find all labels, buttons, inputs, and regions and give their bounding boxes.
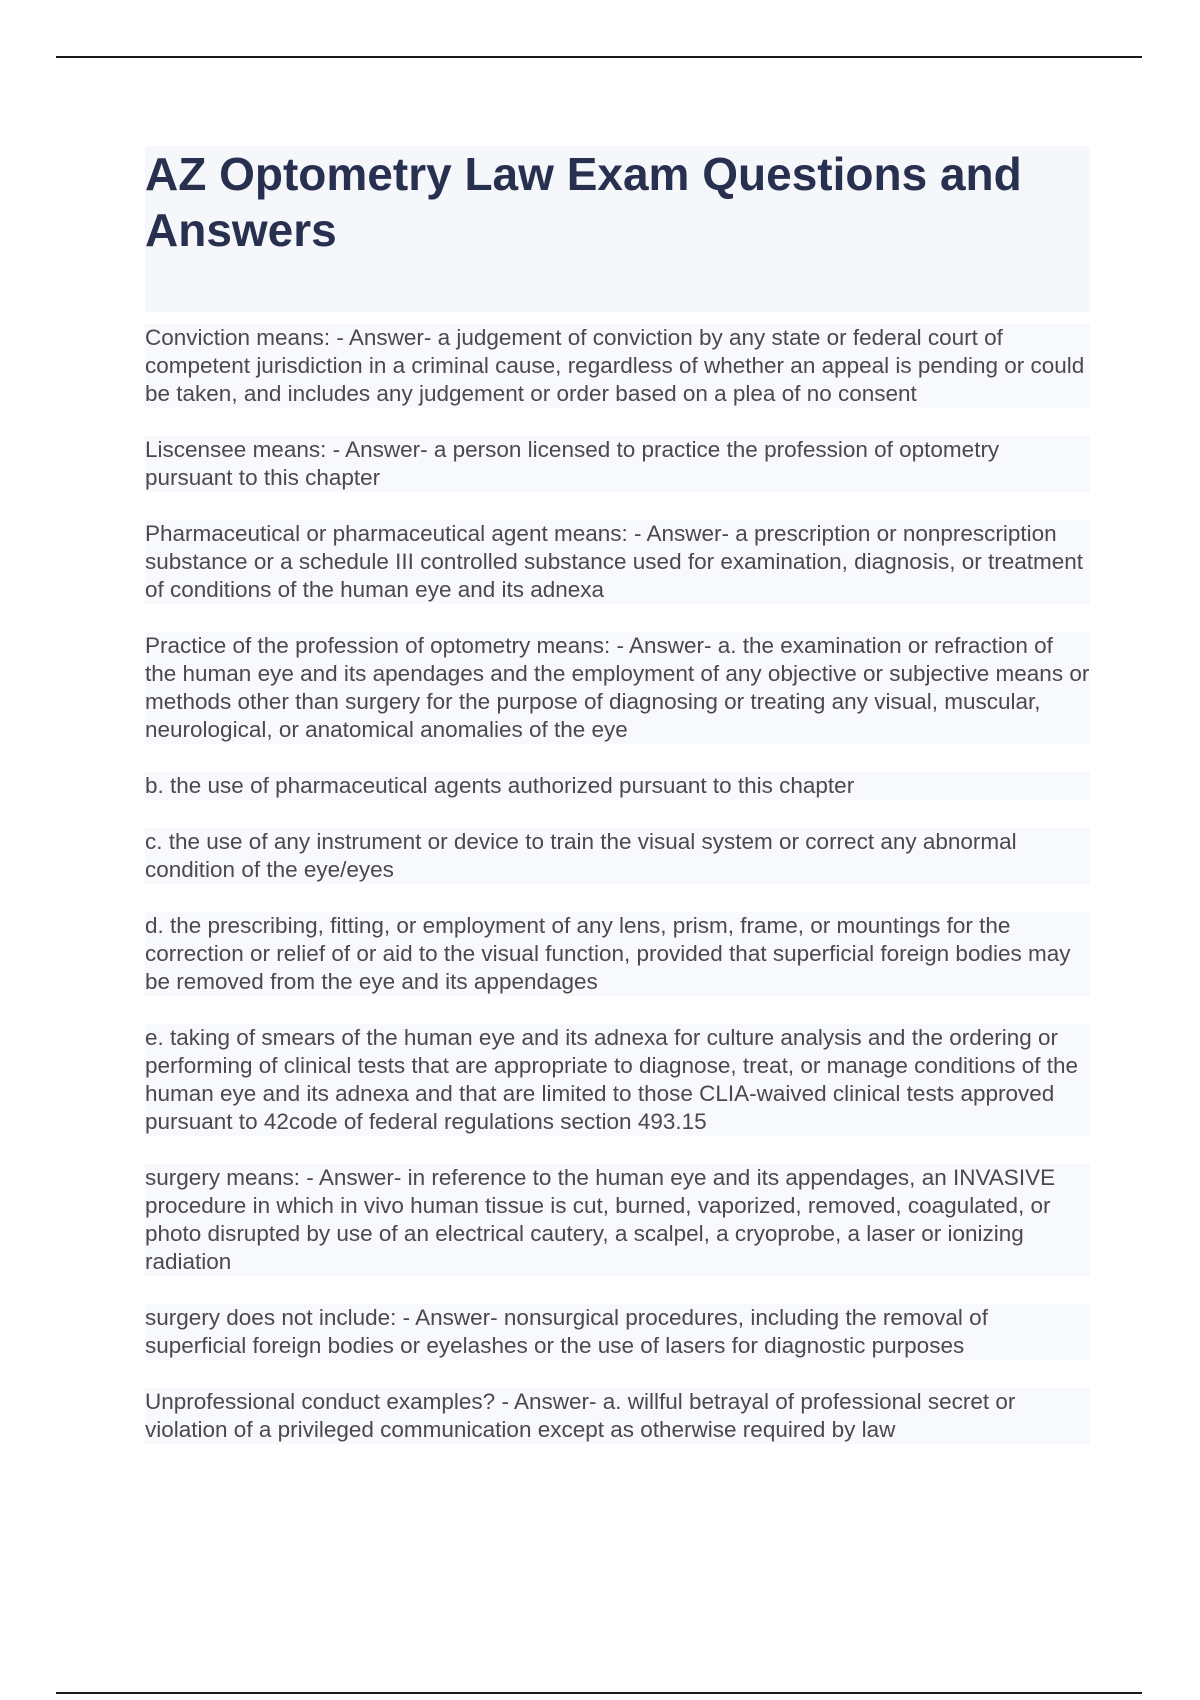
qa-entry-practice-b: b. the use of pharmaceutical agents authorized pursuant to this chapter [145, 772, 1090, 800]
qa-entry-unprofessional-conduct: Unprofessional conduct examples? - Answer- a. willful betrayal of professional secret or violation of a privileged communication except as otherwise required by law [145, 1388, 1090, 1444]
footer-divider [56, 1692, 1142, 1694]
title-block [145, 146, 1090, 312]
qa-list [145, 324, 1090, 1444]
qa-entry-surgery: surgery means: - Answer- in reference to the human eye and its appendages, an INVASIVE procedure in which in vivo human tissue is cut, burned, vaporized, removed, coagulated, or photo disrupted by use of an electrical cautery, a scalpel, a cryoprobe, a laser or ionizing radiation [145, 1164, 1090, 1276]
qa-entry-practice-e: e. taking of smears of the human eye and its adnexa for culture analysis and the ordering or performing of clinical tests that are appropriate to diagnose, treat, or manage conditions of the human eye and its adnexa and that are limited to those CLIA-waived clinical tests approved pursuant to 42code of federal regulations section 493.15 [145, 1024, 1090, 1136]
qa-entry-licensee: Liscensee means: - Answer- a person licensed to practice the profession of optometry pursuant to this chapter [145, 436, 1090, 492]
qa-entry-conviction: Conviction means: - Answer- a judgement of conviction by any state or federal court of competent jurisdiction in a criminal cause, regardless of whether an appeal is pending or could be taken, and includes any judgement or order based on a plea of no consent [145, 324, 1090, 408]
qa-entry-practice-d: d. the prescribing, fitting, or employment of any lens, prism, frame, or mountings for the correction or relief of or aid to the visual function, provided that superficial foreign bodies may be removed from the eye and its appendages [145, 912, 1090, 996]
qa-entry-practice-a: Practice of the profession of optometry means: - Answer- a. the examination or refraction of the human eye and its apendages and the employment of any objective or subjective means or methods other than surgery for the purpose of diagnosing or treating any visual, muscular, neurological, or anatomical anomalies of the eye [145, 633, 1090, 742]
document-title: AZ Optometry Law Exam Questions and Answers [145, 148, 1022, 256]
header-divider [56, 56, 1142, 58]
qa-entry-practice-c: c. the use of any instrument or device to train the visual system or correct any abnormal condition of the eye/eyes [145, 828, 1090, 884]
document-body [145, 146, 1090, 1472]
qa-entry-pharmaceutical: Pharmaceutical or pharmaceutical agent means: - Answer- a prescription or nonprescription substance or a schedule III controlled substance used for examination, diagnosis, or treatment of conditions of the human eye and its adnexa [145, 520, 1090, 604]
qa-entry-surgery-exclusions: surgery does not include: - Answer- nonsurgical procedures, including the removal of superficial foreign bodies or eyelashes or the use of lasers for diagnostic purposes [145, 1304, 1090, 1360]
